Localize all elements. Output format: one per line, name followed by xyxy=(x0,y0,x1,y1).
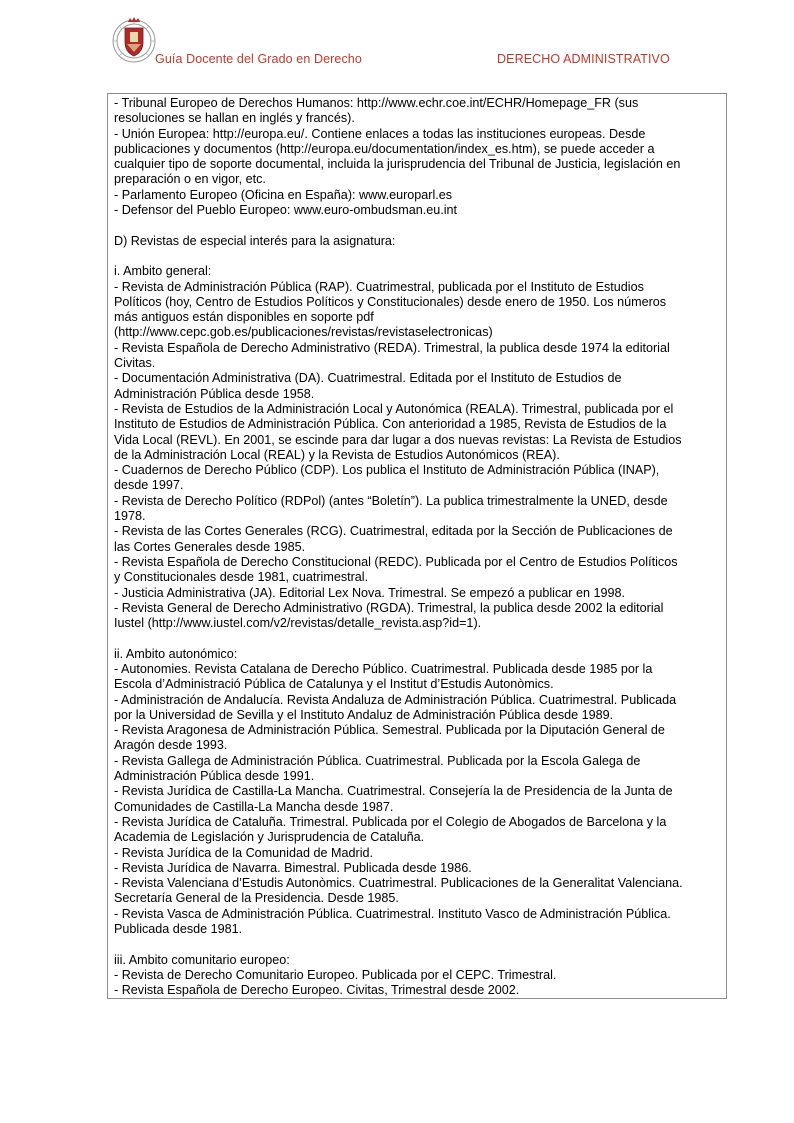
text-line: más antiguos están disponibles en soporte pdf xyxy=(114,310,374,325)
header-guide-title: Guía Docente del Grado en Derecho xyxy=(155,52,362,66)
text-line: y Constitucionales desde 1981, cuatrimestral. xyxy=(114,570,369,585)
text-line: por la Universidad de Sevilla y el Instituto Andaluz de Administración Pública desde 1989. xyxy=(114,707,614,722)
blank-line xyxy=(114,937,720,952)
text-line: Instituto de Estudios de Administración Pública. Con anterioridad a 1985, Revista de Estudios de la xyxy=(114,417,667,432)
blank-line xyxy=(114,249,720,264)
text-line: - Revista de Derecho Político (RDPol) (antes “Boletín”). La publica trimestralmente la UNED, desde xyxy=(114,493,668,508)
text-line: - Administración de Andalucía. Revista Andaluza de Administración Pública. Cuatrimestral. Publicada xyxy=(114,692,677,707)
text-line: (http://www.cepc.gob.es/publicaciones/revistas/revistaselectronicas) xyxy=(114,325,493,340)
text-line: D) Revistas de especial interés para la asignatura: xyxy=(114,233,396,248)
text-line: cualquier tipo de soporte documental, incluida la jurisprudencia del Tribunal de Justicia, legislación en xyxy=(114,157,681,172)
text-line: - Justicia Administrativa (JA). Editorial Lex Nova. Trimestral. Se empezó a publicar en 1998. xyxy=(114,585,625,600)
text-line: - Revista Española de Derecho Constitucional (REDC). Publicada por el Centro de Estudios Políticos xyxy=(114,554,678,569)
text-line: i. Ambito general: xyxy=(114,264,212,279)
text-line: - Revista General de Derecho Administrativo (RGDA). Trimestral, la publica desde 2002 la editorial xyxy=(114,600,664,615)
text-line: - Unión Europea: http://europa.eu/. Contiene enlaces a todas las instituciones europeas. Desde xyxy=(114,126,646,141)
text-line: preparación o en vigor, etc. xyxy=(114,172,266,187)
text-line: - Defensor del Pueblo Europeo: www.euro-ombudsman.eu.int xyxy=(114,203,458,218)
text-line: - Revista Española de Derecho Europeo. Civitas, Trimestral desde 2002. xyxy=(114,983,520,998)
text-line: publicaciones y documentos (http://europa.eu/documentation/index_es.htm), se puede acceder a xyxy=(114,141,655,156)
text-line: - Revista Jurídica de la Comunidad de Madrid. xyxy=(114,845,373,860)
text-line: - Revista de las Cortes Generales (RCG). Cuatrimestral, editada por la Sección de Publicaciones de xyxy=(114,524,673,539)
text-line: - Parlamento Europeo (Oficina en España): www.europarl.es xyxy=(114,187,453,202)
text-line: Secretaría General de la Presidencia. Desde 1985. xyxy=(114,891,399,906)
text-line: - Revista Aragonesa de Administración Pública. Semestral. Publicada por la Diputación General de xyxy=(114,723,665,738)
text-line: Academia de Legislación y Jurisprudencia de Cataluña. xyxy=(114,830,425,845)
text-line: - Revista Valenciana d’Estudis Autonòmics. Cuatrimestral. Publicaciones de la Generalitat Valenciana. xyxy=(114,876,683,891)
text-line: - Tribunal Europeo de Derechos Humanos: http://www.echr.coe.int/ECHR/Homepage_FR (sus xyxy=(114,96,639,110)
text-line: Comunidades de Castilla-La Mancha desde 1987. xyxy=(114,799,394,814)
text-line: Escola d’Administració Pública de Catalunya y el Institut d’Estudis Autonòmics. xyxy=(114,677,554,692)
text-line: - Revista Jurídica de Cataluña. Trimestral. Publicada por el Colegio de Abogados de Barcelona y la xyxy=(114,814,667,829)
text-line: - Cuadernos de Derecho Público (CDP). Los publica el Instituto de Administración Pública (INAP), xyxy=(114,463,660,478)
text-line: 1978. xyxy=(114,509,146,524)
text-line: - Revista Vasca de Administración Pública. Cuatrimestral. Instituto Vasco de Administración Pública. xyxy=(114,906,671,921)
text-line: resoluciones se hallan en inglés y francés). xyxy=(114,111,355,126)
text-line: Aragón desde 1993. xyxy=(114,738,228,753)
text-line: - Revista Española de Derecho Administrativo (REDA). Trimestral, la publica desde 1974 la editorial xyxy=(114,340,670,355)
text-line: Civitas. xyxy=(114,356,156,371)
text-line: Administración Pública desde 1958. xyxy=(114,386,315,401)
text-line: - Revista de Estudios de la Administración Local y Autonómica (REALA). Trimestral, publicada por el xyxy=(114,401,674,416)
text-line: Vida Local (REVL). En 2001, se escinde para dar lugar a dos nuevas revistas: La Revista de Estudios xyxy=(114,432,682,447)
text-line: - Autonomies. Revista Catalana de Derecho Público. Cuatrimestral. Publicada desde 1985 por la xyxy=(114,661,653,676)
text-line: Políticos (hoy, Centro de Estudios Políticos y Constitucionales) desde enero de 1950. Los números xyxy=(114,294,667,309)
text-line: - Revista de Derecho Comunitario Europeo. Publicada por el CEPC. Trimestral. xyxy=(114,967,557,982)
text-line: ii. Ambito autonómico: xyxy=(114,646,238,661)
text-line: Iustel (http://www.iustel.com/v2/revistas/detalle_revista.asp?id=1). xyxy=(114,616,482,631)
text-line: - Revista de Administración Pública (RAP). Cuatrimestral, publicada por el Instituto de Estudios xyxy=(114,279,644,294)
text-line: - Revista Jurídica de Castilla-La Mancha. Cuatrimestral. Consejería la de Presidencia de la Junta de xyxy=(114,784,673,799)
blank-line xyxy=(114,631,720,646)
text-line: - Documentación Administrativa (DA). Cuatrimestral. Editada por el Instituto de Estudios de xyxy=(114,371,622,386)
text-line: Publicada desde 1981. xyxy=(114,922,243,937)
blank-line xyxy=(114,218,720,233)
text-line: - Revista Jurídica de Navarra. Bimestral. Publicada desde 1986. xyxy=(114,860,472,875)
header-course-name: DERECHO ADMINISTRATIVO xyxy=(497,52,670,66)
text-line: de la Administración Local (REAL) y la Revista de Estudios Autonómicos (REA). xyxy=(114,447,560,462)
text-line: iii. Ambito comunitario europeo: xyxy=(114,952,290,967)
university-crest-logo xyxy=(110,14,158,66)
text-line: desde 1997. xyxy=(114,478,184,493)
text-line: - Revista Gallega de Administración Pública. Cuatrimestral. Publicada por la Escola Galega de xyxy=(114,753,641,768)
content-box xyxy=(107,93,727,999)
text-line: las Cortes Generales desde 1985. xyxy=(114,539,306,554)
text-line: Administración Pública desde 1991. xyxy=(114,769,315,784)
